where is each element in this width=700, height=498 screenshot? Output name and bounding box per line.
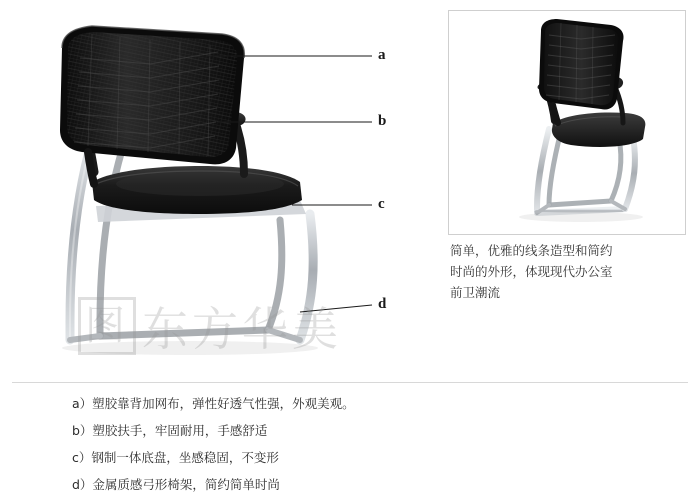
feature-item-d: d）金属质感弓形椅架，简约简单时尚: [72, 477, 280, 492]
chair-svg-side: [449, 11, 685, 234]
feature-item-b: b）塑胶扶手，牢固耐用，手感舒适: [72, 423, 268, 438]
feature-item-a: a）塑胶靠背加网布，弹性好透气性强，外观美观。: [72, 396, 355, 411]
feature-list: [72, 390, 672, 498]
watermark-text: 东方华美: [142, 302, 342, 356]
callout-label-a: a: [378, 47, 386, 63]
watermark-box-char: 图: [78, 297, 136, 355]
callout-label-b: b: [378, 113, 387, 129]
callout-label-c: c: [378, 196, 385, 212]
side-view-panel: [448, 10, 686, 235]
chair-svg-main: [0, 0, 440, 375]
side-caption-line-2: 时尚的外形，体现现代办公室: [450, 264, 613, 279]
side-panel-caption: [450, 240, 690, 303]
feature-item-c: c）钢制一体底盘，坐感稳固，不变形: [72, 450, 279, 465]
side-caption-line-3: 前卫潮流: [450, 285, 501, 300]
side-caption-line-1: 简单，优雅的线条造型和简约: [450, 243, 613, 258]
main-chair-illustration: [0, 0, 440, 375]
horizontal-divider: [12, 382, 688, 383]
callout-label-d: d: [378, 296, 387, 312]
